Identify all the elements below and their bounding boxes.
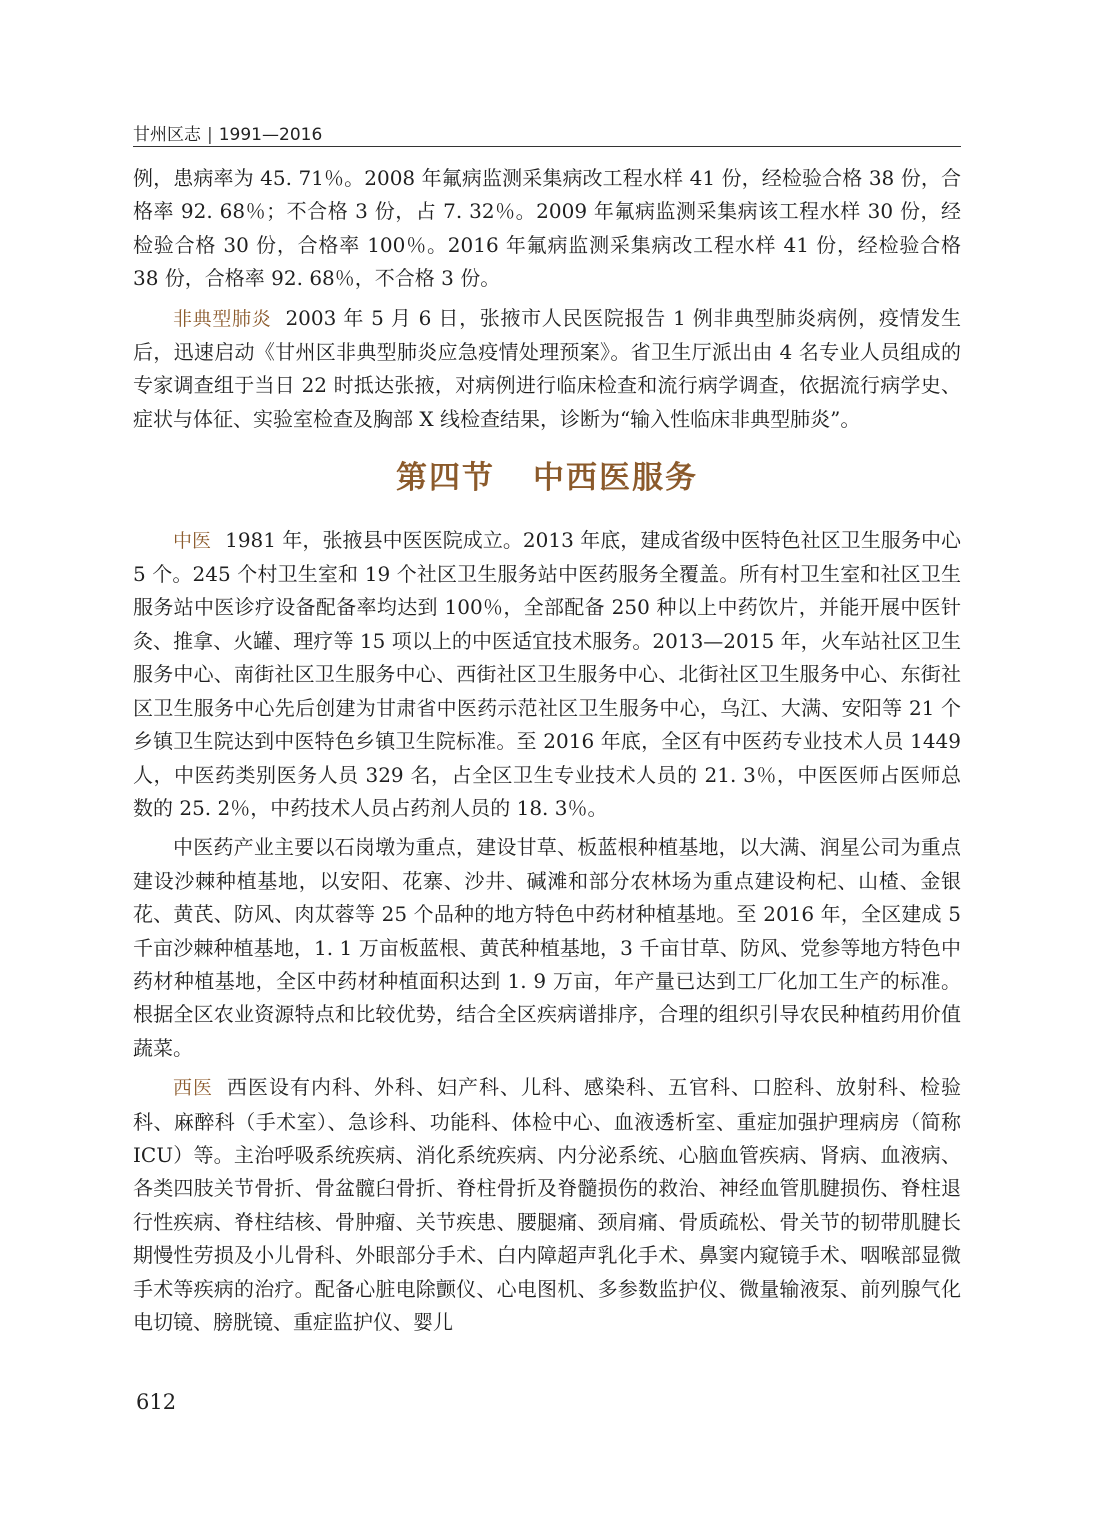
paragraph-tcm-industry	[133, 831, 961, 1065]
paragraph-text: 2003 年 5 月 6 日，张掖市人民医院报告 1 例非典型肺炎病例，疫情发生后，迅速启动《甘州区非典型肺炎应急疫情处理预案》。省卫生厅派出由 4 名专业人员组成的专家调查组于当日 22 时抵达张掖，对病例进行临床检查和流行病学调查，依据流行病学史、症状与体征、实验室检查及胸部 X 线检查结果，诊断为“输入性临床非典型肺炎”。	[133, 305, 961, 431]
book-years: 1991—2016	[218, 125, 323, 145]
keyword-western-medicine: 西医	[173, 1077, 213, 1100]
paragraph-tcm	[133, 524, 961, 826]
running-header	[133, 120, 961, 144]
keyword-sars: 非典型肺炎	[173, 307, 272, 330]
paragraph-text: 例，患病率为 45. 71％。2008 年氟病监测采集病改工程水样 41 份，经检验合格 38 份，合格率 92. 68％；不合格 3 份，占 7. 32％。2009 年氟病监测采集病该工程水样 30 份，经检验合格 30 份，合格率 100％。2016 年氟病监测采集病改工程水样 41 份，经检验合格 38 份，合格率 92. 68％，不合格 3 份。	[133, 166, 961, 291]
section-heading	[133, 462, 961, 495]
section-number: 第四节	[396, 460, 495, 497]
paragraph-western-medicine	[133, 1071, 961, 1339]
paragraph-sars	[133, 302, 961, 437]
book-title: 甘州区志	[133, 125, 201, 145]
paragraph-text: 西医设有内科、外科、妇产科、儿科、感染科、五官科、口腔科、放射科、检验科、麻醉科（手术室）、急诊科、功能科、体检中心、血液透析室、重症加强护理病房（简称 ICU）等。主治呼吸系统疾病、消化系统疾病、内分泌系统、心脑血管疾病、肾病、血液病、各类四肢关节骨折、骨盆髋臼骨折、脊柱骨折及脊髓损伤的救治、神经血管肌腱损伤、脊柱退行性疾病、脊柱结核、骨肿瘤、关节疾患、腰腿痛、颈肩痛、骨质疏松、骨关节的韧带肌腱长期慢性劳损及小儿骨科、外眼部分手术、白内障超声乳化手术、鼻窦内窥镜手术、咽喉部显微手术等疾病的治疗。配备心脏电除颤仪、心电图机、多参数监护仪、微量输液泵、前列腺气化电切镜、膀胱镜、重症监护仪、婴儿	[133, 1075, 961, 1334]
paragraph-text: 1981 年，张掖县中医医院成立。2013 年底，建成省级中医特色社区卫生服务中心 5 个。245 个村卫生室和 19 个社区卫生服务站中医药服务全覆盖。所有村卫生室和社区卫生服务站中医诊疗设备配备率均达到 100％，全部配备 250 种以上中药饮片，并能开展中医针灸、推拿、火罐、理疗等 15 项以上的中医适宜技术服务。2013—2015 年，火车站社区卫生服务中心、南街社区卫生服务中心、西街社区卫生服务中心、北街社区卫生服务中心、东街社区卫生服务中心先后创建为甘肃省中医药示范社区卫生服务中心，乌江、大满、安阳等 21 个乡镇卫生院达到中医特色乡镇卫生院标准。至 2016 年底，全区有中医药专业技术人员 1449 人，中医药类别医务人员 329 名，占全区卫生专业技术人员的 21. 3％，中医医师占医师总数的 25. 2％，中药技术人员占药剂人员的 18. 3％。	[133, 527, 961, 820]
section-name: 中西医服务	[533, 460, 698, 497]
page-body	[133, 162, 961, 1345]
paragraph-text: 中医药产业主要以石岗墩为重点，建设甘草、板蓝根种植基地，以大满、润星公司为重点建设沙棘种植基地，以安阳、花寨、沙井、碱滩和部分农林场为重点建设枸杞、山楂、金银花、黄芪、防风、肉苁蓉等 25 个品种的地方特色中药材种植基地。至 2016 年，全区建成 5 千亩沙棘种植基地，1. 1 万亩板蓝根、黄芪种植基地，3 千亩甘草、防风、党参等地方特色中药材种植基地，全区中药材种植面积达到 1. 9 万亩，年产量已达到工厂化加工生产的标准。根据全区农业资源特点和比较优势，结合全区疾病谱排序，合理的组织引导农民种植药用价值蔬菜。	[133, 835, 961, 1060]
header-divider: |	[207, 125, 213, 145]
header-rule	[133, 146, 961, 147]
paragraph-fluorosis-continued	[133, 162, 961, 296]
page-number: 612	[136, 1390, 177, 1414]
keyword-tcm: 中医	[173, 529, 212, 552]
